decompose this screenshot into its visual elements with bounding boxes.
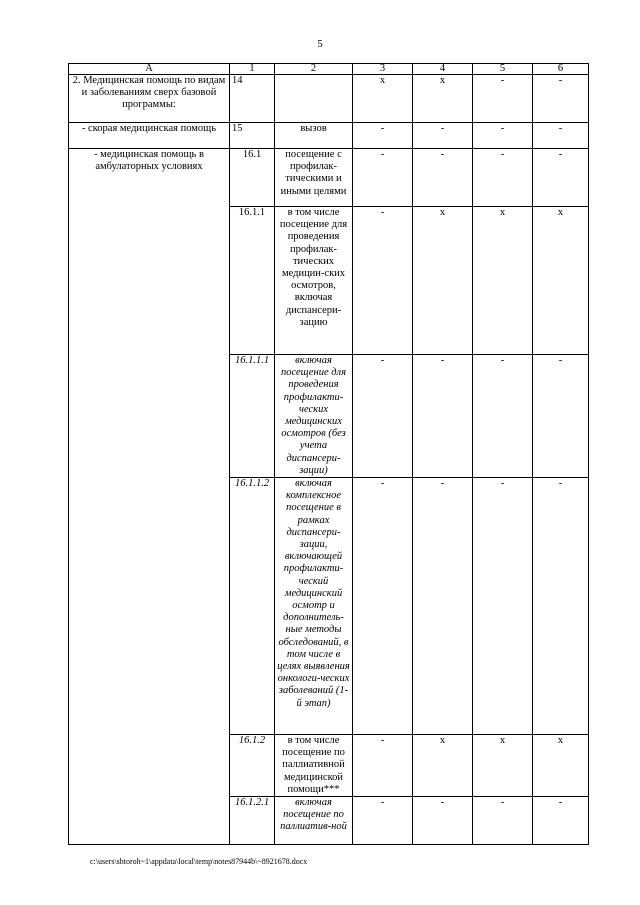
cell: -	[413, 123, 473, 149]
header-row	[69, 64, 589, 75]
header-cell: 5	[473, 64, 533, 75]
row-code: 16.1.2.1	[230, 797, 275, 845]
header-cell: 1	[230, 64, 275, 75]
cell: -	[353, 123, 413, 149]
cell: х	[473, 207, 533, 355]
row-unit: посещение с профилак-тическими и иными целями	[275, 149, 353, 207]
row-code: 16.1.1.1	[230, 355, 275, 478]
row-label: 2. Медицинская помощь по видам и заболеваниям сверх базовой программы:	[69, 75, 230, 123]
file-path-footer: c:\users\shtoroh~1\appdata\local\temp\notes87944b\~8921678.docx	[90, 857, 308, 866]
header-cell: А	[69, 64, 230, 75]
row-unit: вызов	[275, 123, 353, 149]
row-unit: в том числе посещение по паллиативной медицинской помощи***	[275, 735, 353, 797]
data-table	[68, 63, 589, 845]
cell: х	[473, 735, 533, 797]
cell: -	[413, 149, 473, 207]
cell: х	[413, 75, 473, 123]
cell: -	[353, 735, 413, 797]
cell: -	[473, 355, 533, 478]
row-code: 14	[230, 75, 275, 123]
cell: -	[413, 355, 473, 478]
row-unit: в том числе посещение для проведения профилак-тических медицин-ских осмотров, включая диспансери-зацию	[275, 207, 353, 355]
row-code: 16.1.1	[230, 207, 275, 355]
table-row	[69, 75, 589, 123]
row-code: 16.1.2	[230, 735, 275, 797]
cell: -	[473, 797, 533, 845]
header-cell: 3	[353, 64, 413, 75]
cell: -	[413, 478, 473, 735]
row-unit	[275, 75, 353, 123]
cell: х	[533, 207, 589, 355]
cell: -	[533, 478, 589, 735]
row-code: 16.1.1.2	[230, 478, 275, 735]
cell: -	[473, 123, 533, 149]
cell: х	[353, 75, 413, 123]
row-label: - скорая медицинская помощь	[69, 123, 230, 149]
row-code: 15	[230, 123, 275, 149]
cell: х	[413, 735, 473, 797]
row-unit: включая посещение по паллиатив-ной	[275, 797, 353, 845]
cell: -	[413, 797, 473, 845]
cell: -	[353, 797, 413, 845]
cell: -	[353, 355, 413, 478]
cell: -	[533, 149, 589, 207]
row-unit: включая комплексное посещение в рамках диспансери-зации, включающей профилакти-ческий медицинский осмотр и дополнитель-ные методы обследований, в том числе в целях выявления онкологи-ческих заболеваний (1-й этап)	[275, 478, 353, 735]
header-cell: 2	[275, 64, 353, 75]
cell: -	[473, 75, 533, 123]
cell: -	[353, 207, 413, 355]
cell: -	[533, 797, 589, 845]
cell: -	[353, 478, 413, 735]
row-label: - медицинская помощь в амбулаторных условиях	[69, 149, 230, 845]
cell: -	[533, 123, 589, 149]
page-number: 5	[317, 38, 323, 50]
cell: -	[533, 355, 589, 478]
cell: -	[353, 149, 413, 207]
cell: -	[473, 478, 533, 735]
cell: х	[533, 735, 589, 797]
row-unit: включая посещение для проведения профилакти-ческих медицинских осмотров (без учета диспансери-зации)	[275, 355, 353, 478]
table-row	[69, 149, 589, 207]
cell: -	[473, 149, 533, 207]
table-row	[69, 123, 589, 149]
row-code: 16.1	[230, 149, 275, 207]
cell: -	[533, 75, 589, 123]
cell: х	[413, 207, 473, 355]
header-cell: 4	[413, 64, 473, 75]
header-cell: 6	[533, 64, 589, 75]
